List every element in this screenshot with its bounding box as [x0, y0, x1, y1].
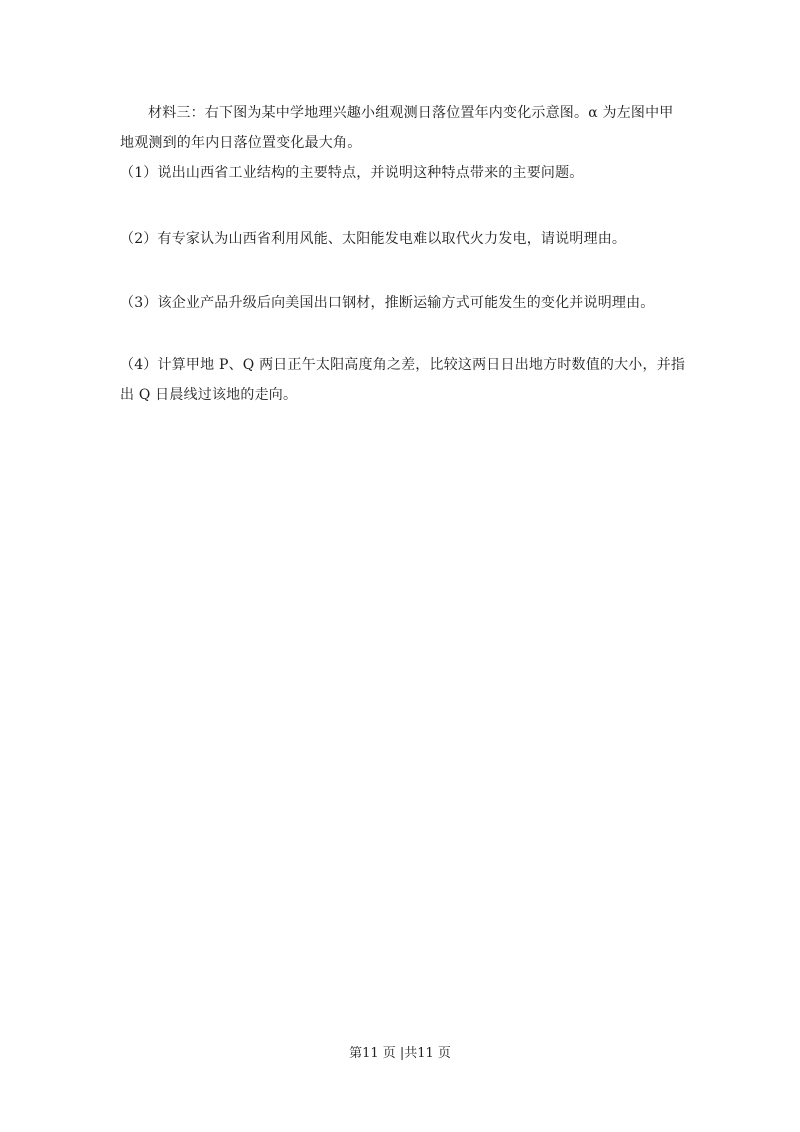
question-4-line-2: 出 Q 日晨线过该地的走向。	[120, 387, 298, 403]
material-line-2: 地观测到的年内日落位置变化最大角。	[120, 135, 362, 151]
question-3	[120, 288, 686, 318]
material-line-1: 材料三：右下图为某中学地理兴趣小组观测日落位置年内变化示意图。α 为左图中甲	[148, 105, 674, 121]
question-4	[120, 350, 686, 410]
page-number: 第11 页 |共11 页	[349, 1046, 451, 1061]
material-three-paragraph	[120, 98, 686, 158]
question-1	[120, 158, 686, 188]
question-2	[120, 224, 686, 254]
page-footer	[0, 1042, 800, 1061]
question-2-text: （2）有专家认为山西省利用风能、太阳能发电难以取代火力发电，请说明理由。	[120, 231, 627, 247]
question-4-line-1: （4）计算甲地 P、Q 两日正午太阳高度角之差，比较这两日日出地方时数值的大小，并指	[120, 357, 686, 373]
question-1-text: （1）说出山西省工业结构的主要特点，并说明这种特点带来的主要问题。	[120, 165, 584, 181]
question-3-text: （3）该企业产品升级后向美国出口钢材，推断运输方式可能发生的变化并说明理由。	[120, 295, 655, 311]
